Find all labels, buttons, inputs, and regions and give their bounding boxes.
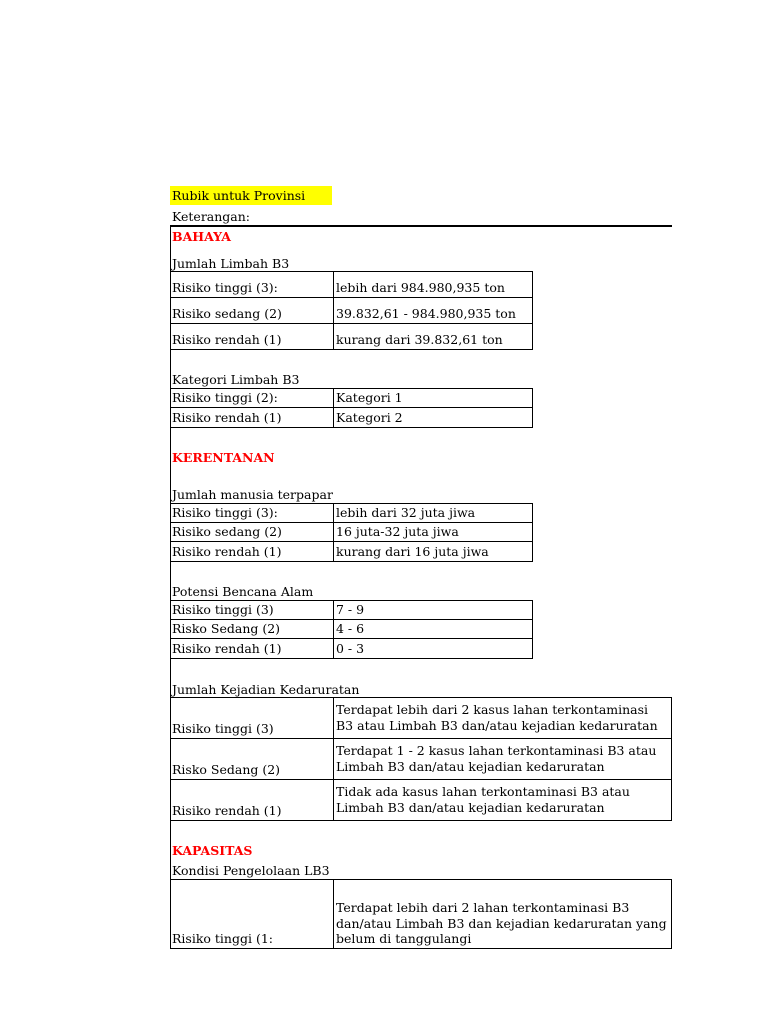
value-cell: Kategori 1 bbox=[333, 388, 533, 408]
value-cell: kurang dari 39.832,61 ton bbox=[333, 324, 533, 350]
section-heading-kerentanan: KERENTANAN bbox=[172, 450, 275, 465]
value-cell: 16 juta-32 juta jiwa bbox=[333, 523, 533, 542]
group-label-bencana-alam: Potensi Bencana Alam bbox=[172, 584, 314, 599]
group-label-kondisi-pengelolaan: Kondisi Pengelolaan LB3 bbox=[172, 863, 330, 878]
risk-cell: Risiko rendah (1) bbox=[170, 780, 333, 821]
value-cell: Kategori 2 bbox=[333, 408, 533, 428]
risk-cell: Risko Sedang (2) bbox=[170, 739, 333, 780]
value-cell: 7 - 9 bbox=[333, 600, 533, 620]
risk-cell: Risiko tinggi (1: bbox=[170, 879, 333, 949]
risk-cell: Risiko tinggi (3) bbox=[170, 600, 333, 620]
value-cell: 39.832,61 - 984.980,935 ton bbox=[333, 298, 533, 324]
group-label-manusia-terpapar: Jumlah manusia terpapar bbox=[172, 487, 333, 502]
section-heading-kapasitas: KAPASITAS bbox=[172, 843, 253, 858]
risk-cell: Risiko rendah (1) bbox=[170, 542, 333, 562]
group-label-kejadian-kedaruratan: Jumlah Kejadian Kedaruratan bbox=[172, 682, 360, 697]
note-label: Keterangan: bbox=[172, 209, 251, 224]
value-cell: Terdapat lebih dari 2 lahan terkontaminasi B3 dan/atau Limbah B3 dan kejadian kedaruratan yang belum di tanggulangi bbox=[333, 879, 672, 949]
risk-cell: Risko Sedang (2) bbox=[170, 620, 333, 639]
value-cell: lebih dari 32 juta jiwa bbox=[333, 503, 533, 523]
risk-cell: Risiko tinggi (3): bbox=[170, 271, 333, 298]
header-rule bbox=[170, 225, 672, 227]
group-label-jumlah-limbah: Jumlah Limbah B3 bbox=[172, 256, 290, 271]
risk-cell: Risiko sedang (2) bbox=[170, 523, 333, 542]
risk-cell: Risiko tinggi (3): bbox=[170, 503, 333, 523]
risk-cell: Risiko rendah (1) bbox=[170, 324, 333, 350]
section-heading-bahaya: BAHAYA bbox=[172, 229, 231, 244]
page-title: Rubik untuk Provinsi bbox=[172, 188, 306, 203]
value-cell: 4 - 6 bbox=[333, 620, 533, 639]
risk-cell: Risiko rendah (1) bbox=[170, 408, 333, 428]
value-cell: Terdapat lebih dari 2 kasus lahan terkontaminasi B3 atau Limbah B3 dan/atau kejadian kedaruratan bbox=[333, 697, 672, 739]
risk-cell: Risiko tinggi (2): bbox=[170, 388, 333, 408]
value-cell: kurang dari 16 juta jiwa bbox=[333, 542, 533, 562]
value-cell: Tidak ada kasus lahan terkontaminasi B3 atau Limbah B3 dan/atau kejadian kedaruratan bbox=[333, 780, 672, 821]
value-cell: Terdapat 1 - 2 kasus lahan terkontaminasi B3 atau Limbah B3 dan/atau kejadian kedaruratan bbox=[333, 739, 672, 780]
value-cell: 0 - 3 bbox=[333, 639, 533, 659]
risk-cell: Risiko tinggi (3) bbox=[170, 697, 333, 739]
group-label-kategori-limbah: Kategori Limbah B3 bbox=[172, 372, 300, 387]
value-cell: lebih dari 984.980,935 ton bbox=[333, 271, 533, 298]
risk-cell: Risiko sedang (2) bbox=[170, 298, 333, 324]
risk-cell: Risiko rendah (1) bbox=[170, 639, 333, 659]
